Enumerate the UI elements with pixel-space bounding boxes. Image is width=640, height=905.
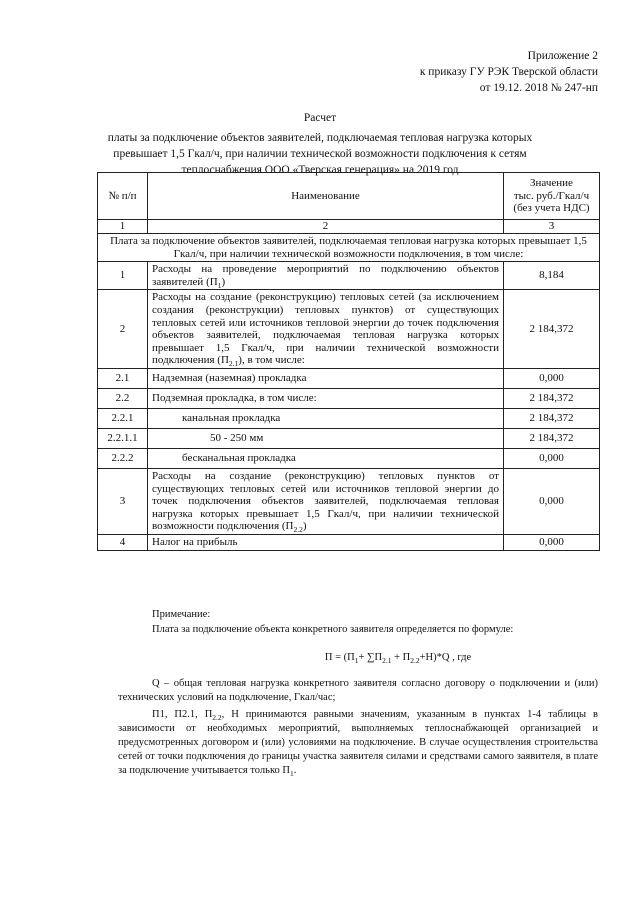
row-num: 2	[98, 290, 148, 369]
table-row	[98, 290, 600, 369]
row-name-sub: 2.1	[228, 359, 239, 369]
row-num: 4	[98, 534, 148, 550]
notes-sub: 1	[289, 769, 294, 779]
appendix-header	[350, 48, 598, 96]
formula	[118, 651, 598, 665]
appendix-line-2: к приказу ГУ РЭК Тверской области	[419, 66, 598, 78]
row-value: 0,000	[504, 448, 600, 468]
row-name	[148, 262, 504, 290]
row-value: 2 184,372	[504, 290, 600, 369]
row-value: 2 184,372	[504, 408, 600, 428]
title-line-2: превышает 1,5 Гкал/ч, при наличии технической возможности подключения к сетям	[113, 148, 527, 160]
header-value-line-2: тыс. руб./Гкал/ч	[513, 189, 590, 202]
formula-sub: 2.1	[382, 656, 392, 666]
table-row	[98, 534, 600, 550]
section-row	[98, 234, 600, 262]
header-num: № п/п	[98, 173, 148, 220]
column-index: 2	[148, 220, 504, 234]
row-num: 2.1	[98, 368, 148, 388]
table-row	[98, 388, 600, 408]
notes-text: , Н принимаются равными значениям, указанным в пунктах 1-4 таблицы в зависимости от необходимых мероприятий, выполняемых теплоснабжающей организацией и предусмотренных договором и (или) условиями на подключение. В случае осуществления строительства сетей от точки подключения до границы участка заявителя силами и средствами самого заявителя, в плате за подключение учитывается только П	[118, 709, 598, 776]
calculation-table	[97, 172, 600, 551]
appendix-line-3: от 19.12. 2018 № 247-нп	[479, 82, 598, 94]
header-value-line-3: (без учета НДС)	[513, 202, 590, 215]
row-num: 2.2.1.1	[98, 428, 148, 448]
header-value	[504, 173, 600, 220]
row-num: 3	[98, 468, 148, 534]
section-title: Плата за подключение объектов заявителей, подключаемая тепловая нагрузка которых превышает 1,5 Гкал/ч, при наличии технической возможности подключения, в том числе:	[98, 234, 600, 262]
row-value: 2 184,372	[504, 388, 600, 408]
notes-text: П1, П2.1, П	[152, 709, 213, 720]
row-name-text: Расходы на проведение мероприятий по подключению объектов заявителей (П	[152, 263, 499, 288]
row-value: 2 184,372	[504, 428, 600, 448]
notes-paragraph-q: Q – общая тепловая нагрузка конкретного заявителя согласно договору о подключении и (или) технических условий на подключение, Гкал/час;	[118, 678, 598, 703]
notes-sub: 2.2	[212, 713, 222, 723]
column-index-row	[98, 220, 600, 234]
row-name-sub: 1	[217, 280, 222, 290]
row-name: канальная прокладка	[148, 408, 504, 428]
row-name: бесканальная прокладка	[148, 448, 504, 468]
row-name-sub: 2.2	[293, 525, 303, 535]
table-row	[98, 468, 600, 534]
title-line-3: теплоснабжения ООО «Тверская генерация» на 2019 год	[181, 164, 459, 176]
header-name: Наименование	[148, 173, 504, 220]
row-name: Подземная прокладка, в том числе:	[148, 388, 504, 408]
formula-part: + ∑П	[358, 652, 383, 663]
row-num: 2.2.2	[98, 448, 148, 468]
notes-text: .	[293, 765, 297, 776]
row-name-tail: )	[302, 520, 307, 533]
row-num: 2.2.1	[98, 408, 148, 428]
formula-part: П = (П	[324, 652, 355, 663]
row-num: 1	[98, 262, 148, 290]
row-name: 50 - 250 мм	[148, 428, 504, 448]
table-row	[98, 428, 600, 448]
row-value: 0,000	[504, 368, 600, 388]
notes-section	[118, 608, 598, 781]
table-row	[98, 408, 600, 428]
notes-intro: Плата за подключение объекта конкретного заявителя определяется по формуле:	[152, 624, 514, 635]
notes-paragraph-values	[118, 708, 598, 778]
table-header-row	[98, 173, 600, 220]
header-value-line-1: Значение	[530, 177, 573, 190]
table-row	[98, 448, 600, 468]
appendix-line-1: Приложение 2	[527, 50, 598, 62]
row-name	[148, 468, 504, 534]
table-row	[98, 368, 600, 388]
formula-sub: 1	[354, 656, 359, 666]
title-line-1: платы за подключение объектов заявителей, подключаемая тепловая нагрузка которых	[107, 132, 533, 144]
row-name-text: Расходы на создание (реконструкцию) тепловых пунктов от существующих тепловых сетей или источников тепловой энергии до точек подключения объектов заявителей, подключаемая тепловая нагрузка которых превышает 1,5 Гкал/ч, при наличии технической возможности подключения (П	[152, 469, 499, 533]
formula-sub: 2.2	[410, 656, 420, 666]
formula-part: + П	[391, 652, 411, 663]
row-name: Надземная (наземная) прокладка	[148, 368, 504, 388]
row-value: 0,000	[504, 468, 600, 534]
column-index: 1	[98, 220, 148, 234]
document-title	[60, 110, 580, 178]
column-index: 3	[504, 220, 600, 234]
row-name-text: Расходы на создание (реконструкцию) тепловых сетей (за исключением создания (реконструкции) тепловых пунктов) от существующих тепловых сетей или источников тепловой энергии до точек подключения объектов заявителей, подключаемая тепловая нагрузка которых превышает 1,5 Гкал/ч, при наличии технической возможности подключения (П	[152, 291, 499, 367]
formula-part: +Н)*Q , где	[419, 652, 472, 663]
row-num: 2.2	[98, 388, 148, 408]
title-heading: Расчет	[303, 112, 337, 124]
notes-title: Примечание:	[152, 609, 211, 620]
row-name	[148, 290, 504, 369]
row-name: Налог на прибыль	[148, 534, 504, 550]
row-name-tail: ), в том числе:	[238, 354, 305, 367]
row-name-tail: )	[221, 275, 226, 288]
table-row	[98, 262, 600, 290]
row-value: 0,000	[504, 534, 600, 550]
row-value: 8,184	[504, 262, 600, 290]
